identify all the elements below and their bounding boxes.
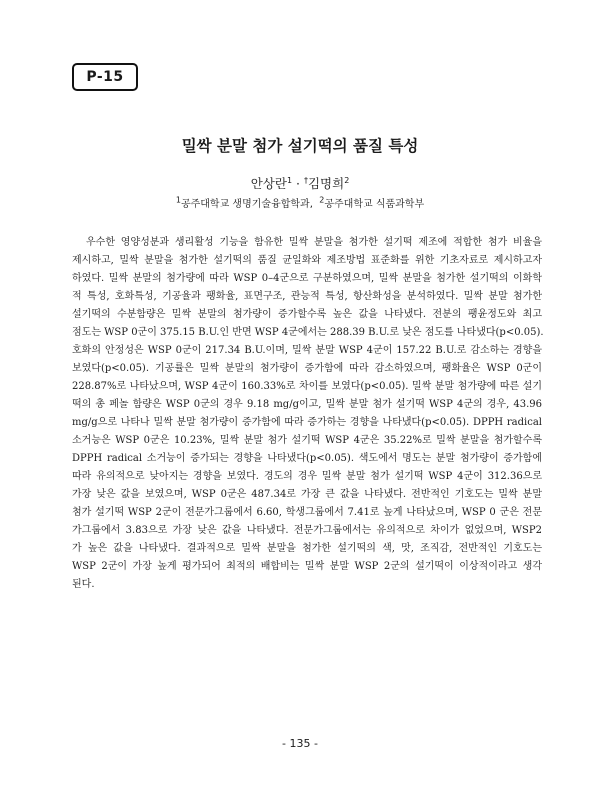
- abstract-line: 적 특성, 호화특성, 기공율과 팽화율, 표면구조, 관능적 특성, 항산화성을 분석하였다. 밀싹 분말 첨가한: [72, 291, 542, 302]
- abstract-line: 보였다(p<0.05). 기공률은 밀싹 분말의 첨가량이 증가함에 따라 감소하였으며, 팽화율은 WSP 0군이: [72, 363, 542, 374]
- abstract-line: 가그룹에서 3.83으로 가장 낮은 값을 나타냈다. 전문가그룹에서는 유의적으로 차이가 없었으며, WSP2: [72, 525, 542, 536]
- authors-line: [0, 174, 600, 192]
- author-name: 김명희: [307, 176, 345, 191]
- abstract-line: 가장 낮은 값을 보였으며, WSP 0군은 487.34로 가장 큰 값을 나타냈다. 전반적인 기호도는 밀싹 분말: [72, 489, 542, 500]
- abstract-line: 된다.: [72, 579, 95, 590]
- abstract-line: mg/g으로 나타나 밀싹 분말 첨가량이 증가함에 따라 증가하는 경향을 나타냈다(p<0.05). DPPH radical: [72, 417, 542, 428]
- abstract-line: 호화의 안정성은 WSP 0군이 217.34 B.U.이며, 밀싹 분말 WSP 4군이 157.22 B.U.로 감소하는 경향을: [72, 345, 542, 356]
- corresponding-author-mark: †: [303, 175, 308, 185]
- affiliations-line: [0, 195, 600, 210]
- abstract-line: 설기떡의 수분함량은 밀싹 분말의 첨가량이 증가할수록 높은 값을 나타냈다. 전분의 팽윤정도와 최고: [72, 309, 542, 320]
- abstract-line: 제시하고, 밀싹 분말을 첨가한 설기떡의 품질 균일화와 제조방법 표준화를 위한 기초자료로 제시하고자: [72, 255, 542, 266]
- affiliation-text: 공주대학교 식품과학부: [324, 199, 425, 210]
- author-affiliation-marker: 1: [286, 175, 293, 185]
- abstract-line: 가 높은 값을 나타냈다. 결과적으로 밀싹 분말을 첨가한 설기떡의 색, 맛, 조직감, 전반적인 기호도는: [72, 543, 542, 554]
- abstract-line: 소거능은 WSP 0군은 10.23%, 밀싹 분말 첨가 설기떡 WSP 4군은 35.22%로 밀싹 분말을 첨가할수록: [72, 435, 542, 446]
- author-affiliation-marker: 2: [344, 175, 350, 185]
- affiliation-marker: 1: [175, 195, 181, 205]
- paper-title: 밀싹 분말 첨가 설기떡의 품질 특성: [181, 137, 419, 155]
- author-separator: ·: [292, 176, 304, 191]
- abstract-line: 점도는 WSP 0군이 375.15 B.U.인 반면 WSP 4군에서는 288.39 B.U.로 낮은 점도를 나타냈다(p<0.05).: [72, 327, 544, 338]
- abstract-line: 첨가 설기떡 WSP 2군이 전문가그룹에서 6.60, 학생그룹에서 7.41로 높게 나타났으며, WSP 0 군은 전문: [72, 507, 542, 518]
- session-badge: P-15: [72, 63, 138, 91]
- author-name: 안상란: [250, 176, 287, 191]
- affiliation-text: 공주대학교 생명기술융합학과,: [180, 199, 313, 210]
- abstract-line: 떡의 총 페놀 함량은 WSP 0군의 경우 9.18 mg/g이고, 밀싹 분말 첨가 설기떡 WSP 4군의 경우, 43.96: [72, 399, 542, 410]
- affiliation-marker: 2: [319, 195, 325, 205]
- abstract-line: 하였다. 밀싹 분말의 첨가량에 따라 WSP 0–4군으로 구분하였으며, 밀싹 분말을 첨가한 설기떡의 이화학: [72, 273, 542, 284]
- abstract-body: [72, 234, 542, 594]
- abstract-line: DPPH radical 소거능이 증가되는 경향을 나타냈다(p<0.05). 색도에서 명도는 분말 첨가량이 증가함에: [72, 453, 542, 464]
- abstract-line: WSP 2군이 가장 높게 평가되어 최적의 배합비는 밀싹 분말 WSP 2군의 설기떡이 이상적이라고 생각: [72, 561, 542, 572]
- abstract-line: 우수한 영양성분과 생리활성 기능을 함유한 밀싹 분말을 첨가한 설기떡 제조에 적합한 첨가 비율을: [86, 237, 542, 248]
- abstract-line: 따라 유의적으로 낮아지는 경향을 보였다. 경도의 경우 밀싹 분말 첨가 설기떡 WSP 4군이 312.36으로: [72, 471, 542, 482]
- page-number: - 135 -: [282, 737, 318, 750]
- abstract-line: 228.87%로 나타났으며, WSP 4군이 160.33%로 차이를 보였다(p<0.05). 밀싹 분말 첨가량에 따른 설기: [72, 381, 542, 392]
